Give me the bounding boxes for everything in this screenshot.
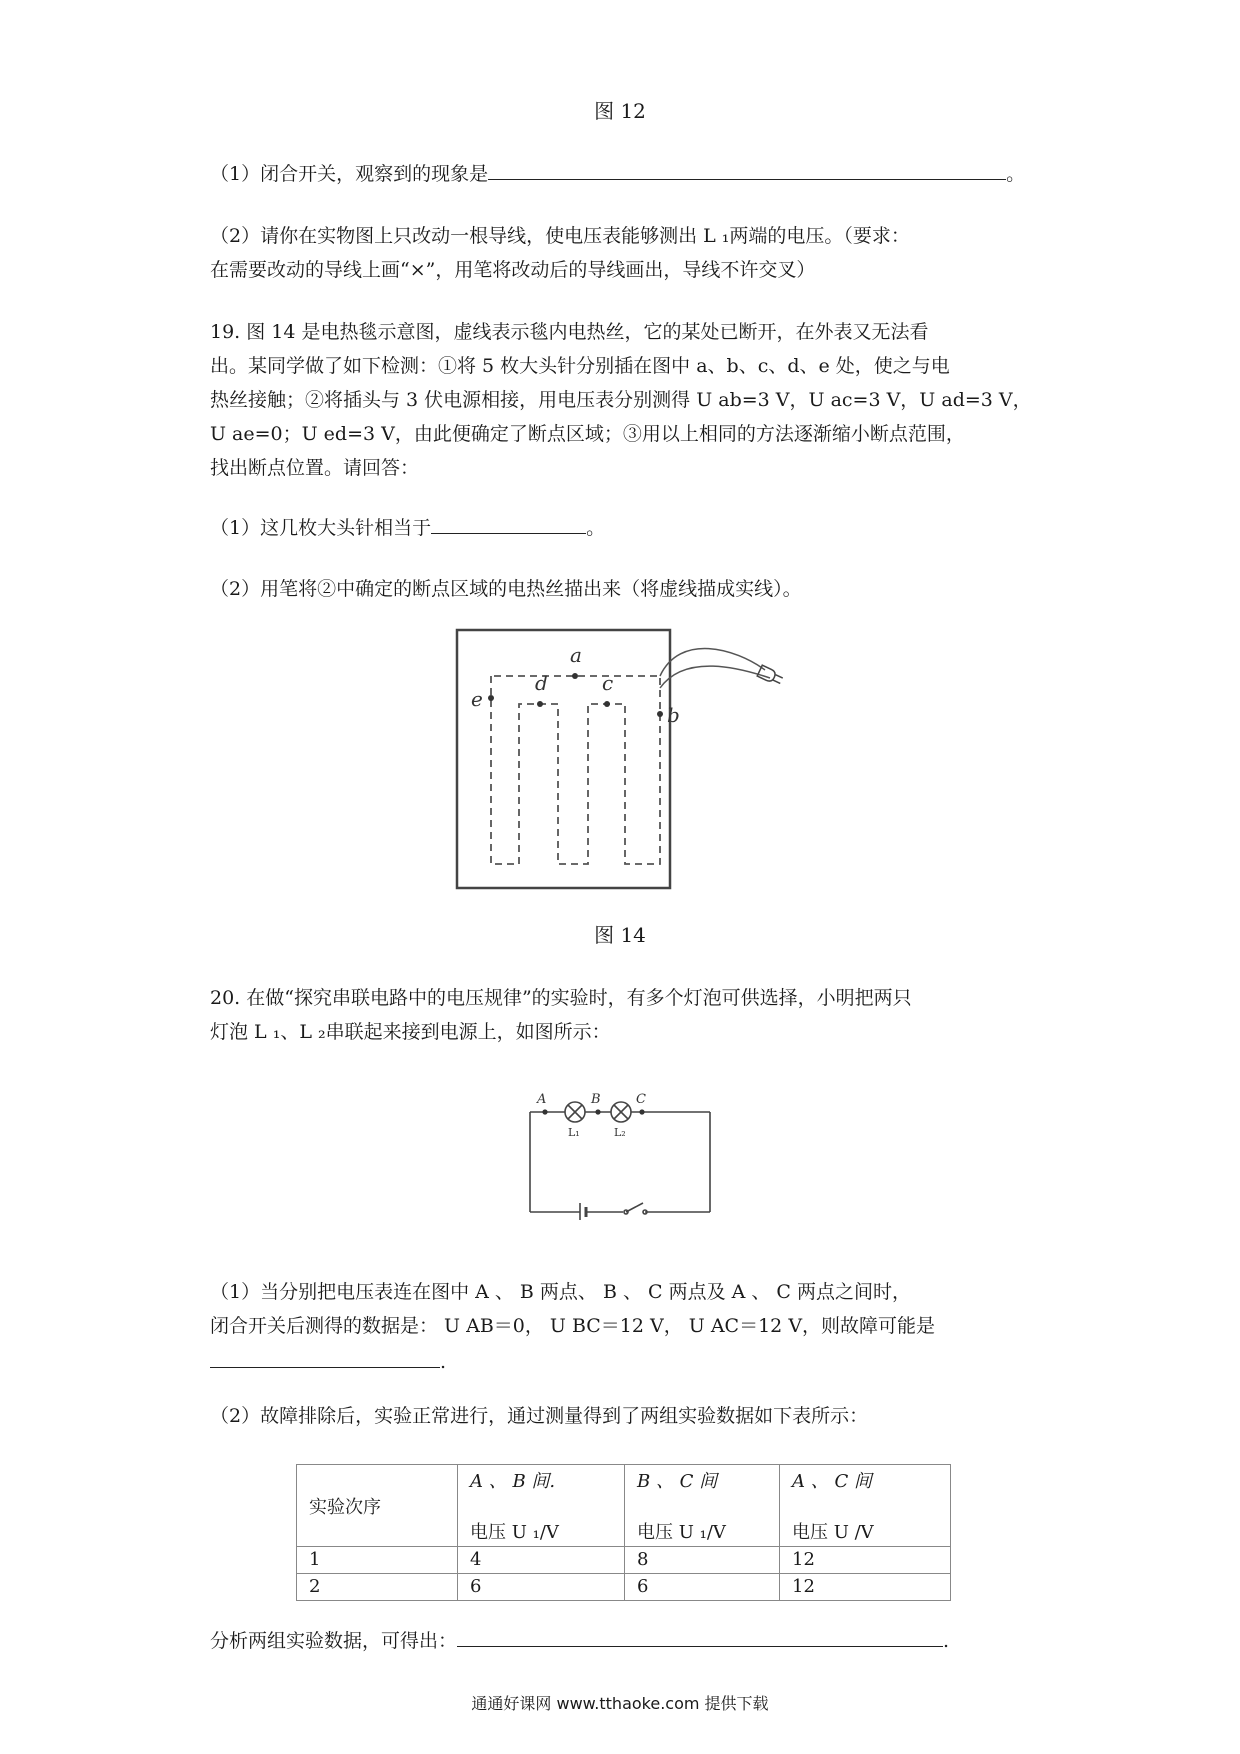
q19-line4: U ae=0；U ed=3 V，由此便确定了断点区域；③用以上相同的方法逐渐缩小断点范围， <box>210 423 965 445</box>
q20-conclusion-answer-blank[interactable] <box>457 1628 943 1647</box>
label-b: b <box>667 703 680 727</box>
heating-wire <box>491 676 660 864</box>
battery-icon <box>580 1203 586 1220</box>
q19-part2: （2）用笔将②中确定的断点区域的电热丝描出来（将虚线描成实线）。 <box>210 578 802 600</box>
label-a: a <box>570 643 582 667</box>
table-cell: 8 <box>625 1547 780 1574</box>
q19-part1-end: 。 <box>586 517 606 539</box>
q20-conclusion-text: 分析两组实验数据，可得出： <box>210 1630 458 1652</box>
q19-line2: 出。某同学做了如下检测：①将 5 枚大头针分别插在图中 a、b、c、d、e 处，使之与电 <box>210 355 950 377</box>
switch-icon <box>624 1203 647 1214</box>
label-e: e <box>471 687 483 711</box>
label-L1: L₁ <box>568 1126 580 1139</box>
q20-data-table <box>296 1464 951 1601</box>
page-footer: 通通好课网 www.tthaoke.com 提供下载 <box>471 1694 769 1713</box>
point-c-dot <box>639 1109 644 1114</box>
blanket-outline <box>457 630 670 888</box>
q20-line1: 20. 在做“探究串联电路中的电压规律”的实验时，有多个灯泡可供选择，小明把两只 <box>210 987 912 1009</box>
point-a-dot <box>542 1109 547 1114</box>
q19-line1: 19. 图 14 是电热毯示意图，虚线表示毯内电热丝，它的某处已断开，在外表又无法看 <box>210 321 929 343</box>
lamp-l1-icon <box>565 1102 585 1122</box>
label-A: A <box>537 1092 547 1107</box>
pin-d <box>537 701 543 707</box>
table-cell: 1 <box>297 1547 458 1574</box>
header-ab: A 、 B 间. 电压 U ₁/V <box>458 1465 625 1547</box>
header-ac: A 、 C 间 电压 U /V <box>780 1465 951 1547</box>
q20-part1-line1: （1）当分别把电压表连在图中 A 、 B 两点、 B 、 C 两点及 A 、 C 两点之间时， <box>210 1281 912 1303</box>
q20-part1-line2: 闭合开关后测得的数据是： U AB＝0， U BC＝12 V， U AC＝12 V，则故障可能是 <box>210 1315 936 1337</box>
table-cell: 12 <box>780 1574 951 1601</box>
table-cell: 6 <box>458 1574 625 1601</box>
table-cell: 12 <box>780 1547 951 1574</box>
q20-part1-answer-blank[interactable] <box>210 1349 440 1368</box>
table-header-row <box>297 1465 951 1547</box>
point-b-dot <box>595 1109 600 1114</box>
label-C: C <box>636 1092 646 1107</box>
pin-e <box>488 695 494 701</box>
q20-part1-end: . <box>440 1351 447 1373</box>
q18-part2-line2: 在需要改动的导线上画“×”，用笔将改动后的导线画出，导线不许交叉） <box>210 259 816 281</box>
header-trial-order: 实验次序 <box>297 1465 458 1547</box>
q18-part1-answer-blank[interactable] <box>488 161 1006 180</box>
figure-14-caption: 图 14 <box>594 923 646 947</box>
pin-a <box>572 673 578 679</box>
q18-part1-end: 。 <box>1006 163 1026 185</box>
q20-conclusion-end: . <box>943 1630 950 1652</box>
table-row <box>297 1574 951 1601</box>
q18-part1 <box>210 157 1025 191</box>
table-cell: 4 <box>458 1547 625 1574</box>
q19-line5: 找出断点位置。请回答： <box>210 457 420 479</box>
label-B: B <box>591 1092 601 1107</box>
label-d: d <box>535 671 548 695</box>
label-c: c <box>602 671 614 695</box>
pin-b <box>657 711 663 717</box>
header-bc: B 、 C 间 电压 U ₁/V <box>625 1465 780 1547</box>
figure-14-electric-blanket <box>455 628 785 893</box>
table-cell: 2 <box>297 1574 458 1601</box>
table-row <box>297 1547 951 1574</box>
q19-part1-answer-blank[interactable] <box>431 515 586 534</box>
q20-part1-answer <box>210 1345 446 1379</box>
label-L2: L₂ <box>614 1126 626 1139</box>
q18-part1-text: （1）闭合开关，观察到的现象是 <box>210 163 489 185</box>
plug-cord-2 <box>660 666 770 688</box>
figure-12-caption: 图 12 <box>594 99 646 123</box>
q20-conclusion <box>210 1624 949 1658</box>
q19-line3: 热丝接触；②将插头与 3 伏电源相接，用电压表分别测得 U ab=3 V，U ac=3 V，U ad=3 V， <box>210 389 1032 411</box>
q18-part2-line1: （2）请你在实物图上只改动一根导线，使电压表能够测出 L ₁两端的电压。（要求： <box>210 225 910 247</box>
table-cell: 6 <box>625 1574 780 1601</box>
q19-part1-text: （1）这几枚大头针相当于 <box>210 517 432 539</box>
q20-part2: （2）故障排除后，实验正常进行，通过测量得到了两组实验数据如下表所示： <box>210 1405 869 1427</box>
q19-part1 <box>210 511 605 545</box>
q20-series-circuit <box>525 1090 725 1220</box>
q20-line2: 灯泡 L ₁、L ₂串联起来接到电源上，如图所示： <box>210 1021 611 1043</box>
pin-c <box>604 701 610 707</box>
lamp-l2-icon <box>611 1102 631 1122</box>
